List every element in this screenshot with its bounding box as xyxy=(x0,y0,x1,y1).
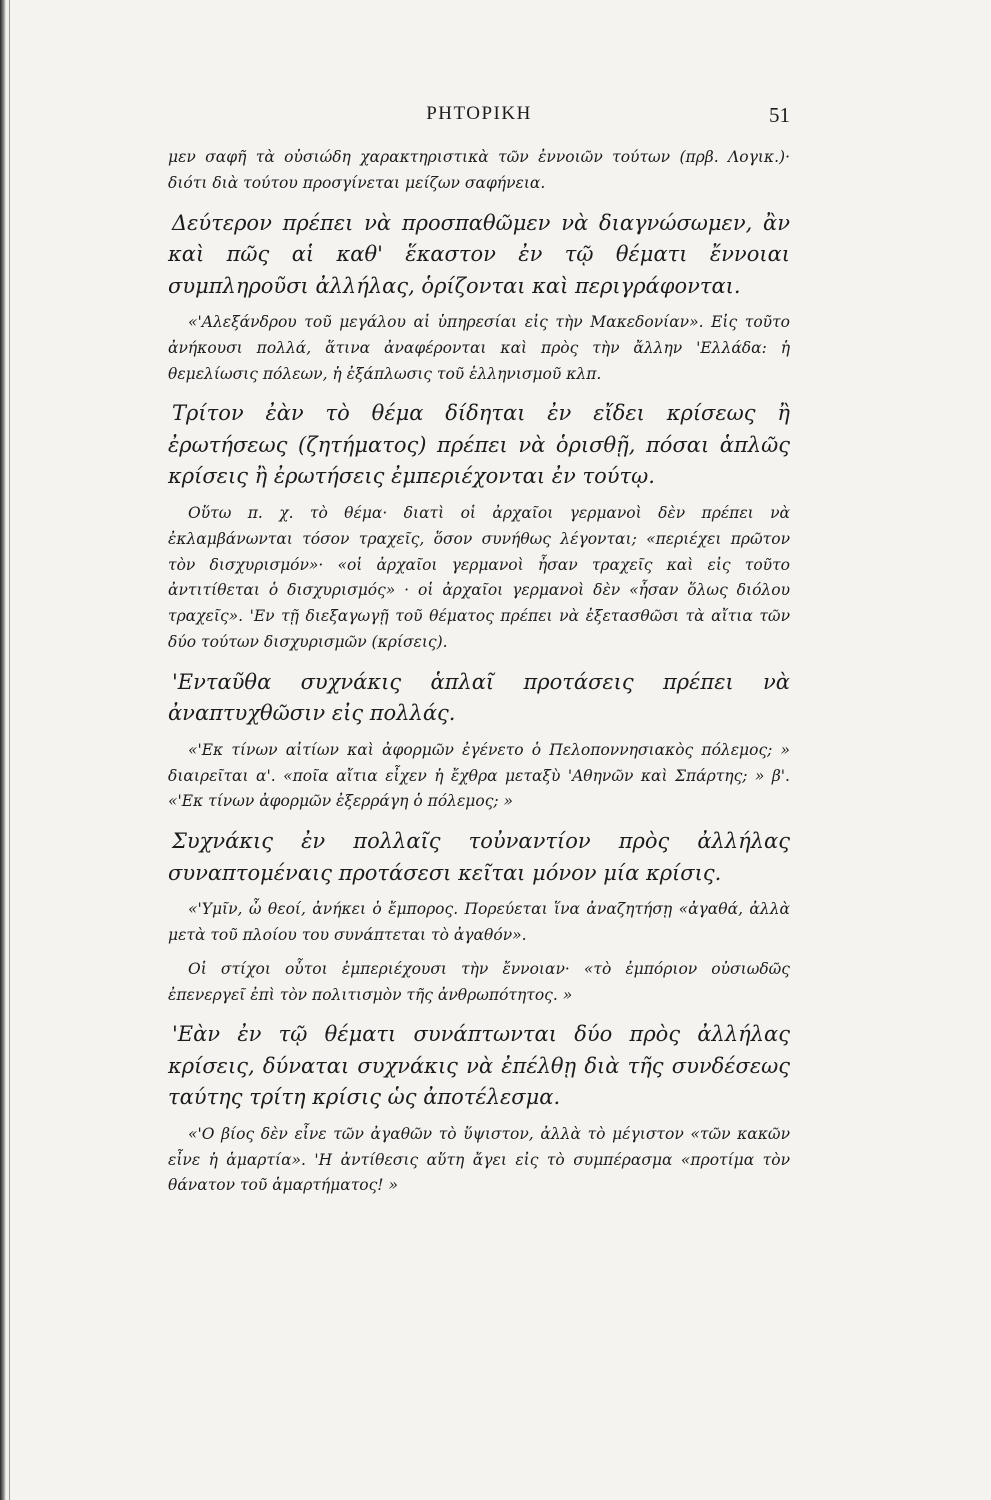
paragraph-continuation: μεν σαφῆ τὰ οὐσιώδη χαρακτηριστικὰ τῶν ἐννοιῶν τούτων (πρβ. Λογικ.)· διότι διὰ τούτου προσγίνεται μείζων σαφήνεια. xyxy=(168,148,790,192)
paragraph-second-rule: Δεύτερον πρέπει νὰ προσπαθῶμεν νὰ διαγνώσωμεν, ἂν καὶ πῶς αἱ καθ' ἕκαστον ἐν τῷ θέματι ἔννοιαι συμπληροῦσι ἀλλήλας, ὁρίζονται καὶ περιγράφονται. xyxy=(168,210,790,298)
paragraph-third-judgment: 'Εὰν ἐν τῷ θέματι συνάπτωνται δύο πρὸς ἀλλήλας κρίσεις, δύναται συχνάκις νὰ ἐπέλθῃ διὰ τῆς συνδέσεως ταύτης τρίτη κρίσις ὡς ἀποτέλεσμα. xyxy=(168,1022,790,1110)
page-fold-line xyxy=(9,0,10,1500)
page-header xyxy=(168,103,790,133)
example-peloponnesian-war: «'Εκ τίνων αἰτίων καὶ ἀφορμῶν ἐγένετο ὁ Πελοποννησιακὸς πόλεμος; » διαιρεῖται α'. «ποῖα αἴτια εἶχεν ἡ ἔχθρα μεταξὺ 'Αθηνῶν καὶ Σπάρτης; » β'. «'Εκ τίνων ἀφορμῶν ἐξερράγη ὁ πόλεμος; » xyxy=(168,740,790,811)
example-merchant: «'Υμῖν, ὦ θεοί, ἀνήκει ὁ ἔμπορος. Πορεύεται ἵνα ἀναζητήσῃ «ἀγαθά, ἀλλὰ μετὰ τοῦ πλοίου του συνάπτεται τὸ ἀγαθόν». xyxy=(168,900,790,944)
example-alexander: «'Αλεξάνδρου τοῦ μεγάλου αἱ ὑπηρεσίαι εἰς τὴν Μακεδονίαν». Εἰς τοῦτο ἀνήκουσι πολλά, ἅτινα ἀναφέρονται καὶ πρὸς τὴν ἄλλην 'Ελλάδα: ἡ θεμελίωσις πόλεων, ἡ ἐξάπλωσις τοῦ ἑλληνισμοῦ κλπ. xyxy=(168,313,790,383)
paragraph-single-judgment: Συχνάκις ἐν πολλαῖς τοὐναντίον πρὸς ἀλλήλας συναπτομέναις προτάσεσι κεῖται μόνον μία κρίσις. xyxy=(168,829,790,885)
example-merchant-explanation: Οἱ στίχοι οὗτοι ἐμπεριέχουσι τὴν ἔννοιαν· «τὸ ἐμπόριον οὐσιωδῶς ἐπενεργεῖ ἐπὶ τὸν πολιτισμὸν τῆς ἀνθρωπότητος. » xyxy=(168,959,790,1004)
scanned-page-edge xyxy=(0,0,6,1500)
page-body xyxy=(168,145,790,1199)
paragraph-third-rule: Τρίτον ἐὰν τὸ θέμα δίδηται ἐν εἴδει κρίσεως ἢ ἐρωτήσεως (ζητήματος) πρέπει νὰ ὁρισθῇ, πόσαι ἁπλῶς κρίσεις ἢ ἐρωτήσεις ἐμπεριέχονται ἐν τούτῳ. xyxy=(168,401,790,489)
example-germans: Οὕτω π. χ. τὸ θέμα· διατὶ οἱ ἀρχαῖοι γερμανοὶ δὲν πρέπει νὰ ἐκλαμβάνωνται τόσον τραχεῖς, ὅσον συνήθως λέγονται; «περιέχει πρῶτον τὸν δισχυρισμόν»· «οἱ ἀρχαῖοι γερμανοὶ ἦσαν τραχεῖς καὶ εἰς τοῦτο ἀντιτίθεται ὁ δισχυρισμός» · οἱ ἀρχαῖοι γερμανοὶ δὲν «ἦσαν ὅλως διόλου τραχεῖς». 'Εν τῇ διεξαγωγῇ τοῦ θέματος πρέπει νὰ ἐξετασθῶσι τὰ αἴτια τῶν δύο τούτων δισχυρισμῶν (κρίσεις). xyxy=(168,503,790,651)
example-life-and-sin: «'Ο βίος δὲν εἶνε τῶν ἀγαθῶν τὸ ὕψιστον, ἀλλὰ τὸ μέγιστον «τῶν κακῶν εἶνε ἡ ἁμαρτία». 'Η ἀντίθεσις αὕτη ἄγει εἰς τὸ συμπέρασμα «προτίμα τὸν θάνατον τοῦ ἁμαρτήματος! » xyxy=(168,1124,790,1195)
paragraph-simple-propositions: 'Ενταῦθα συχνάκις ἁπλαῖ προτάσεις πρέπει νὰ ἀναπτυχθῶσιν εἰς πολλάς. xyxy=(168,669,790,726)
running-title: ΡΗΤΟΡΙΚΗ xyxy=(426,103,532,124)
page-number: 51 xyxy=(769,103,790,127)
